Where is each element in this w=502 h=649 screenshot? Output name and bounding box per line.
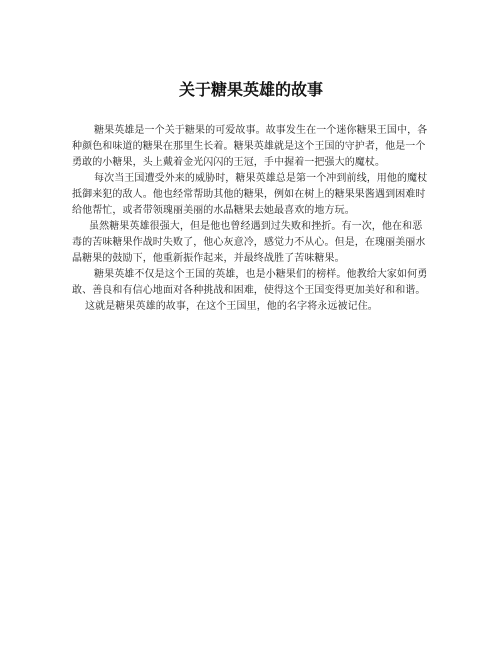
paragraph-4: 糖果英雄不仅是这个王国的英雄，也是小糖果们的榜样。他教给大家如何勇敢、善良和有信心地面对各种挑战和困难，使得这个王国变得更加美好和和谐。 [72, 269, 428, 296]
document-title: 关于糖果英雄的故事 [178, 80, 323, 99]
document-body [72, 123, 432, 315]
paragraph-5: 这就是糖果英雄的故事，在这个王国里，他的名字将永远被记住。 [85, 301, 378, 312]
paragraph-3: 虽然糖果英雄很强大，但是他也曾经遇到过失败和挫折。有一次，他在和恶毒的苦味糖果作战时失败了，他心灰意冷，感觉力不从心。但是，在瑰丽美丽水晶糖果的鼓励下，他重新振作起来，并最终战胜了苦味糖果。 [72, 221, 426, 264]
paragraph-2: 每次当王国遭受外来的威胁时，糖果英雄总是第一个冲到前线，用他的魔杖抵御来犯的敌人。他也经常帮助其他的糖果，例如在树上的糖果果酱遇到困难时给他帮忙，或者带领瑰丽美丽的水晶糖果去她最喜欢的地方玩。 [72, 173, 428, 216]
paragraph-1: 糖果英雄是一个关于糖果的可爱故事。故事发生在一个迷你糖果王国中，各种颜色和味道的糖果在那里生长着。糖果英雄就是这个王国的守护者，他是一个勇敢的小糖果，头上戴着金光闪闪的王冠，手中握着一把强大的魔杖。 [72, 125, 428, 168]
